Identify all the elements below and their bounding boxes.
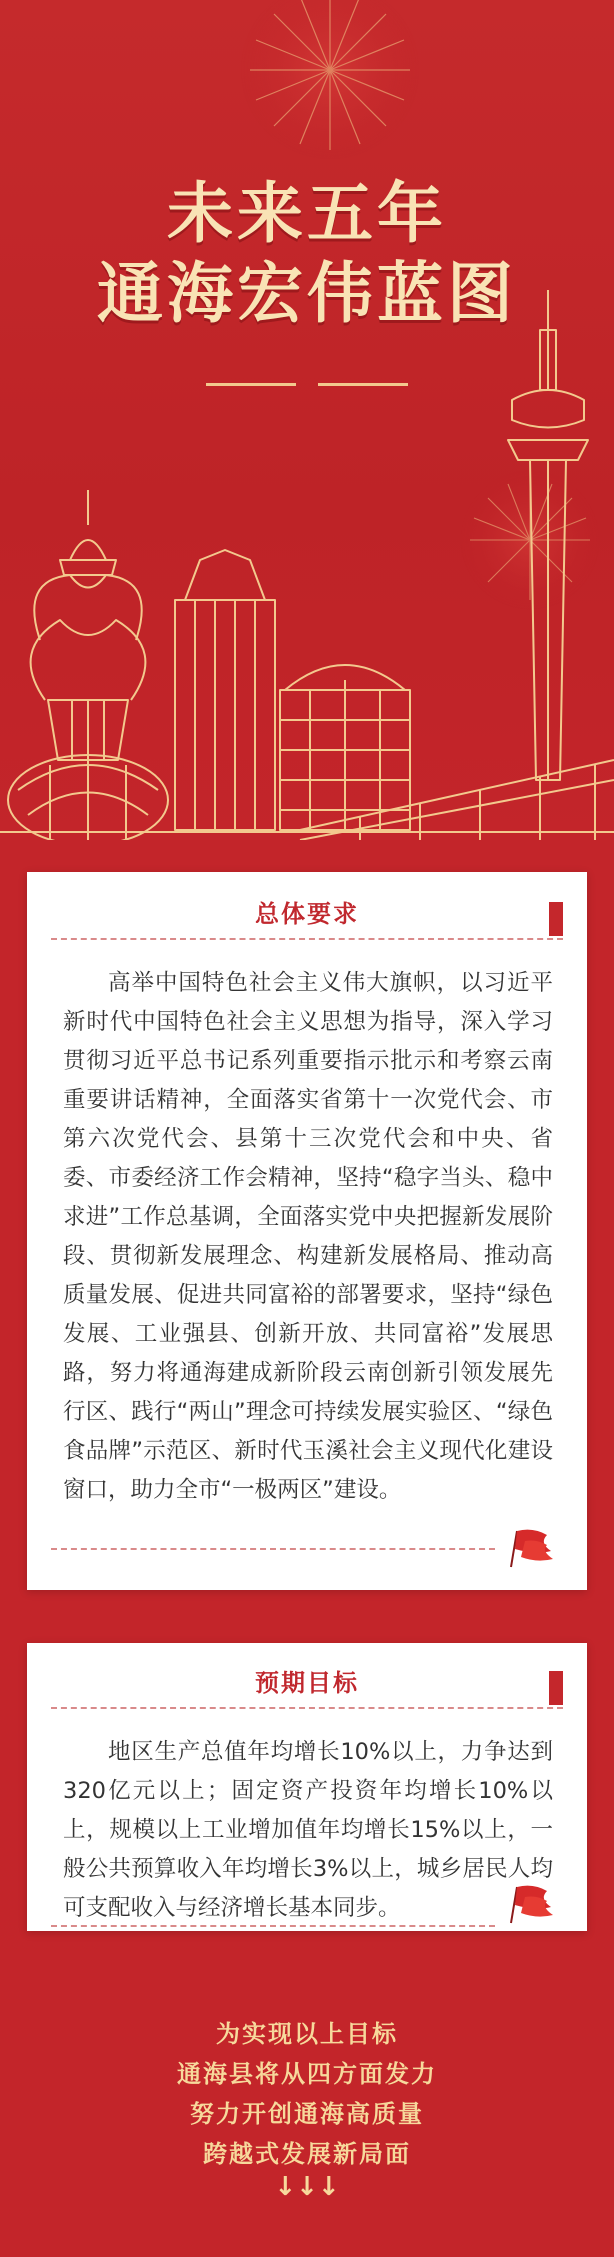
red-flag-icon [503,1527,557,1569]
red-flag-icon [503,1883,557,1925]
heading-bar-icon [549,1671,563,1705]
overall-body [63,964,553,1510]
down-arrows-icon: ↓↓↓ [274,2172,340,2202]
firework-top-icon [240,0,420,160]
overall-heading: 总体要求 [255,900,359,928]
goals-body [63,1733,553,1928]
title-rule-left [206,383,296,386]
footer-line2: 通海县将从四方面发力 [177,2060,437,2088]
heading-bar-icon [549,902,563,936]
body-bottom-divider [51,1548,495,1550]
footer-line4: 跨越式发展新局面 [203,2140,411,2168]
overall-requirements-card [27,872,587,1590]
body-bottom-divider [51,1925,495,1927]
footer-line3: 努力开创通海高质量 [190,2100,424,2128]
footer-line1: 为实现以上目标 [216,2020,398,2048]
hero-title-line2: 通海宏伟蓝图 [97,255,517,332]
bridge-icon [300,760,614,840]
expected-goals-card [27,1643,587,1931]
tall-building-icon [175,550,275,830]
hero-banner [0,0,614,840]
city-skyline-illustration [0,0,614,840]
heading-divider [51,1707,563,1709]
heading-divider [51,938,563,940]
hero-title-line1: 未来五年 [167,175,447,252]
dome-building-icon [280,665,410,830]
goals-heading: 预期目标 [255,1669,359,1697]
overall-body-text: 高举中国特色社会主义伟大旗帜，以习近平新时代中国特色社会主义思想为指导，深入学习贯彻习近平总书记系列重要指示批示和考察云南重要讲话精神，全面落实省第十一次党代会、市第六次党代会、县第十三次党代会和中央、省委、市委经济工作会精神，坚持“稳字当头、稳中求进”工作总基调，全面落实党中央把握新发展阶段、贯彻新发展理念、构建新发展格局、推动高质量发展、促进共同富裕的部署要求，坚持“绿色发展、工业强县、创新开放、共同富裕”发展思路，努力将通海建成新阶段云南创新引领发展先行区、践行“两山”理念可持续发展实验区、“绿色食品牌”示范区、新时代玉溪社会主义现代化建设窗口，助力全市“一极两区”建设。 [63,970,553,1503]
lotus-tower-icon [8,490,168,840]
goals-body-text: 地区生产总值年均增长10%以上，力争达到320亿元以上；固定资产投资年均增长10%以上，规模以上工业增加值年均增长15%以上，一般公共预算收入年均增长3%以上，城乡居民人均可支配收入与经济增长基本同步。 [63,1739,553,1921]
title-rule-right [318,383,408,386]
